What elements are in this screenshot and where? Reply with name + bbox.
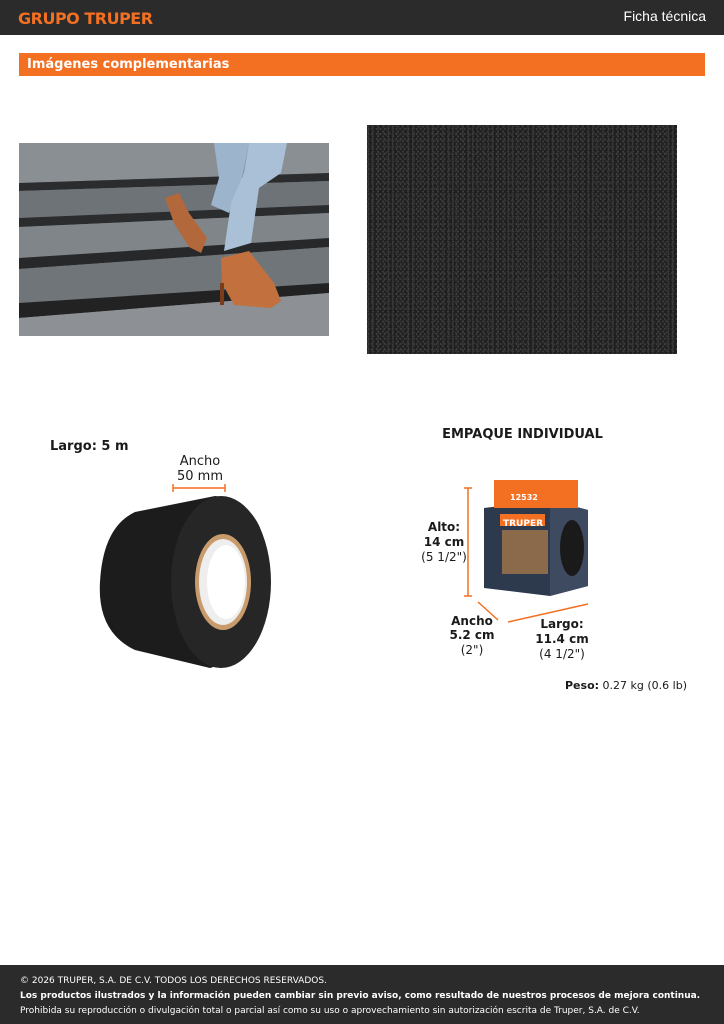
footer-copyright: © 2026 TRUPER, S.A. DE C.V. TODOS LOS DERECHOS RESERVADOS.	[20, 976, 327, 986]
package-title: EMPAQUE INDIVIDUAL	[442, 427, 603, 442]
tape-width-value: 50 mm	[176, 469, 223, 484]
stairs-photo	[19, 143, 329, 336]
brand-logo: GRUPO TRUPER	[18, 9, 153, 28]
tape-roll-image	[95, 482, 275, 674]
package-weight-label: Peso:	[565, 679, 600, 692]
package-length-cm: 11.4 cm	[535, 632, 589, 646]
box-brand: TRUPER	[502, 519, 544, 529]
package-height-label: Alto:	[427, 520, 461, 534]
section-title: Imágenes complementarias	[19, 53, 705, 76]
package-height-in: (5 1/2")	[421, 550, 467, 564]
package-weight-value: 0.27 kg (0.6 lb)	[602, 679, 687, 692]
package-height-cm: 14 cm	[423, 535, 465, 549]
tape-length-label: Largo: 5 m	[50, 439, 129, 454]
package-width-cm: 5.2 cm	[449, 628, 495, 642]
package-length-label: Largo:	[540, 617, 584, 631]
document-type: Ficha técnica	[623, 8, 706, 24]
package-length-in: (4 1/2")	[539, 647, 585, 661]
footer-prohibition: Prohibida su reproducción o divulgación total o parcial así como su uso o aprovechamiento sin autorización escrita de Truper, S.A. de C.V.	[20, 1006, 640, 1016]
package-width-label: Ancho	[451, 614, 493, 628]
box-code: 12532	[510, 493, 538, 502]
tape-width-label: Ancho	[179, 454, 221, 469]
footer	[0, 965, 724, 1024]
texture-closeup-photo	[367, 125, 677, 354]
footer-notice: Los productos ilustrados y la información pueden cambiar sin previo aviso, como resultado de nuestros procesos de mejora continua.	[20, 991, 701, 1001]
header-bar	[0, 0, 724, 35]
package-weight	[565, 679, 687, 693]
package-width-in: (2")	[460, 643, 484, 657]
